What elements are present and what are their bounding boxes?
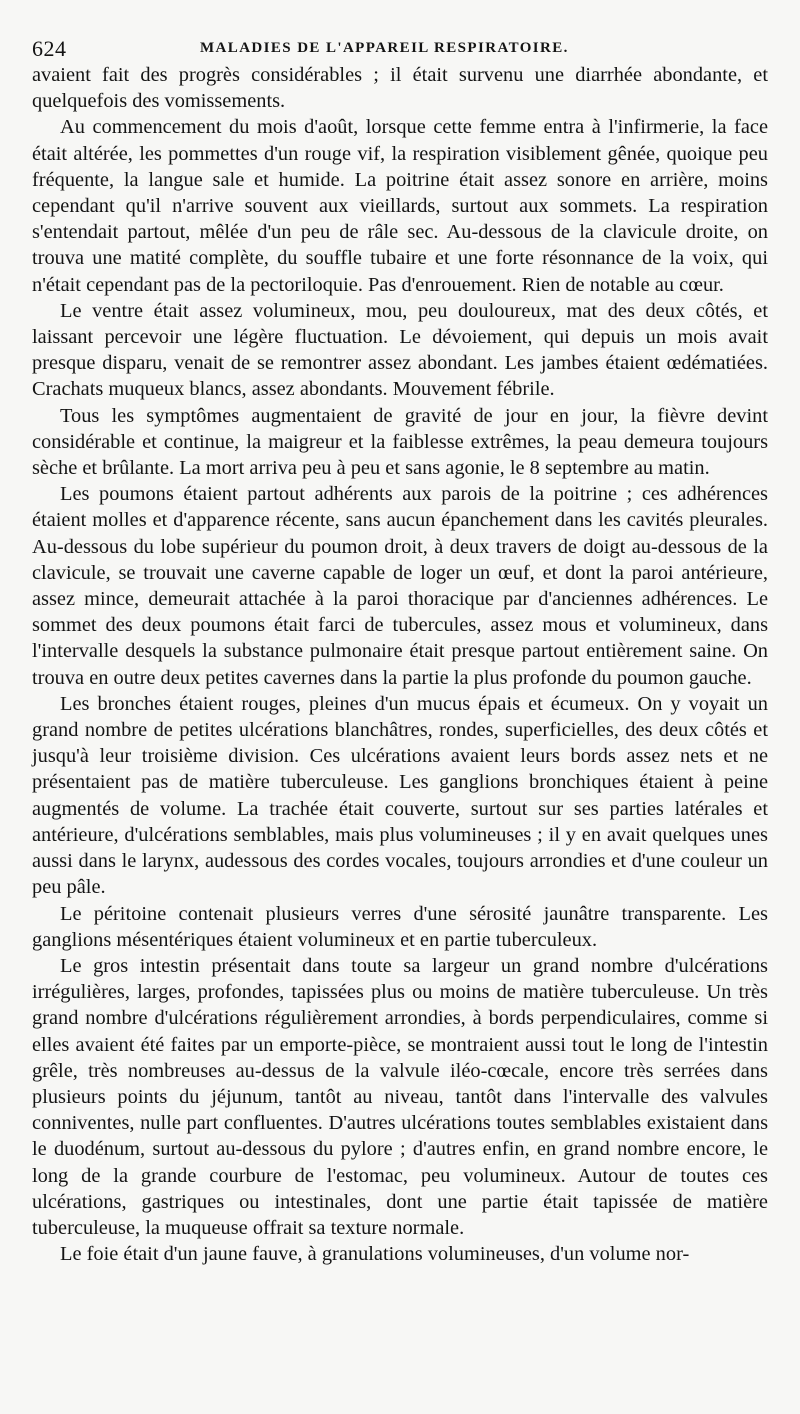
paragraph-lungs: Les poumons étaient partout adhérents aux parois de la poitrine ; ces adhérences étaient molles et d'apparence récente, sans aucun épanchement dans les cavités pleurales. Au-dessous du lobe supérieur du poumon droit, à deux travers de doigt au-dessous de la clavicule, se trouvait une caverne capable de loger un œuf, et dont la paroi antérieure, assez mince, demeurait attachée à la paroi thoracique par d'anciennes adhérences. Le sommet des deux poumons était farci de tubercules, assez mous et volumineux, dans l'intervalle desquels la substance pulmonaire était presque partout entièrement saine. On trouva en outre deux petites cavernes dans la partie la plus profonde du poumon gauche. [32, 483, 768, 689]
running-title: MALADIES DE L'APPAREIL RESPIRATOIRE. [200, 40, 569, 56]
paragraph-progression: Tous les symptômes augmentaient de gravité de jour en jour, la fièvre devint considérable et continue, la maigreur et la faiblesse extrêmes, la peau demeura toujours sèche et brûlante. La mort arriva peu à peu et sans agonie, le 8 septembre au matin. [32, 404, 768, 480]
paragraph-admission: Au commencement du mois d'août, lorsque cette femme entra à l'infirmerie, la face était altérée, les pommettes d'un rouge vif, la respiration visiblement gênée, quoique peu fréquente, la langue sale et humide. La poitrine était assez sonore en arrière, moins cependant qu'il n'arrive souvent aux vieillards, surtout aux sommets. La respiration s'entendait partout, mêlée d'un peu de râle sec. Au-dessous de la clavicule droite, on trouva une matité complète, du souffle tubaire et une forte résonnance de la voix, qui n'était cependant pas de la pectoriloquie. Pas d'enrouement. Rien de notable au cœur. [32, 116, 768, 296]
paragraph-liver: Le foie était d'un jaune fauve, à granulations volumineuses, d'un volume nor- [60, 1243, 690, 1266]
paragraph-bronchi: Les bronches étaient rouges, pleines d'un mucus épais et écumeux. On y voyait un grand nombre de petites ulcérations blanchâtres, rondes, superficielles, des deux côtés et jusqu'à leur troisième division. Ces ulcérations avaient leurs bords assez nets et ne présentaient pas de matière tuberculeuse. Les ganglions bronchiques étaient à peine augmentés de volume. La trachée était couverte, surtout sur ses parties latérales et antérieure, d'ulcérations semblables, mais plus volumineuses ; il y en avait quelques unes aussi dans le larynx, audessous des cordes vocales, toujours arrondies et d'une couleur un peu pâle. [32, 692, 768, 899]
paragraph-abdomen: Le ventre était assez volumineux, mou, peu douloureux, mat des deux côtés, et laissant percevoir une légère fluctuation. Le dévoiement, qui depuis un mois avait presque disparu, venait de se remontrer assez abondant. Les jambes étaient œdématiées. Crachats muqueux blancs, assez abondants. Mouvement fébrile. [32, 299, 768, 401]
paragraph-intestine: Le gros intestin présentait dans toute sa largeur un grand nombre d'ulcérations irrégulières, larges, profondes, tapissées plus ou moins de matière tuberculeuse. Un très grand nombre d'ulcérations régulièrement arrondies, à bords perpendiculaires, comme si elles avaient été faites par un emporte-pièce, se montraient aussi tout le long de l'intestin grêle, très nombreuses au-dessus de la valvule iléo-cœcale, encore très serrées dans plusieurs points du jéjunum, tantôt au niveau, tantôt dans l'intervalle des valvules conniventes, nulle part confluentes. D'autres ulcérations toutes semblables existaient dans le duodénum, surtout au-dessous du pylore ; d'autres enfin, en grand nombre encore, le long de la grande courbure de l'estomac, peu volumineux. Autour de toutes ces ulcérations, gastriques ou intestinales, dont une partie était tapissée de matière tuberculeuse, la muqueuse offrait sa texture normale. [32, 954, 768, 1239]
paragraph-continuation: avaient fait des progrès considérables ; il était survenu une diarrhée abondante, et quelquefois des vomissements. [32, 64, 768, 113]
page-number: 624 [32, 36, 67, 61]
page-header [32, 36, 762, 62]
paragraph-peritoneum: Le péritoine contenait plusieurs verres d'une sérosité jaunâtre transparente. Les ganglions mésentériques étaient volumineux et en partie tuberculeux. [32, 902, 768, 951]
body-text [32, 62, 768, 1267]
